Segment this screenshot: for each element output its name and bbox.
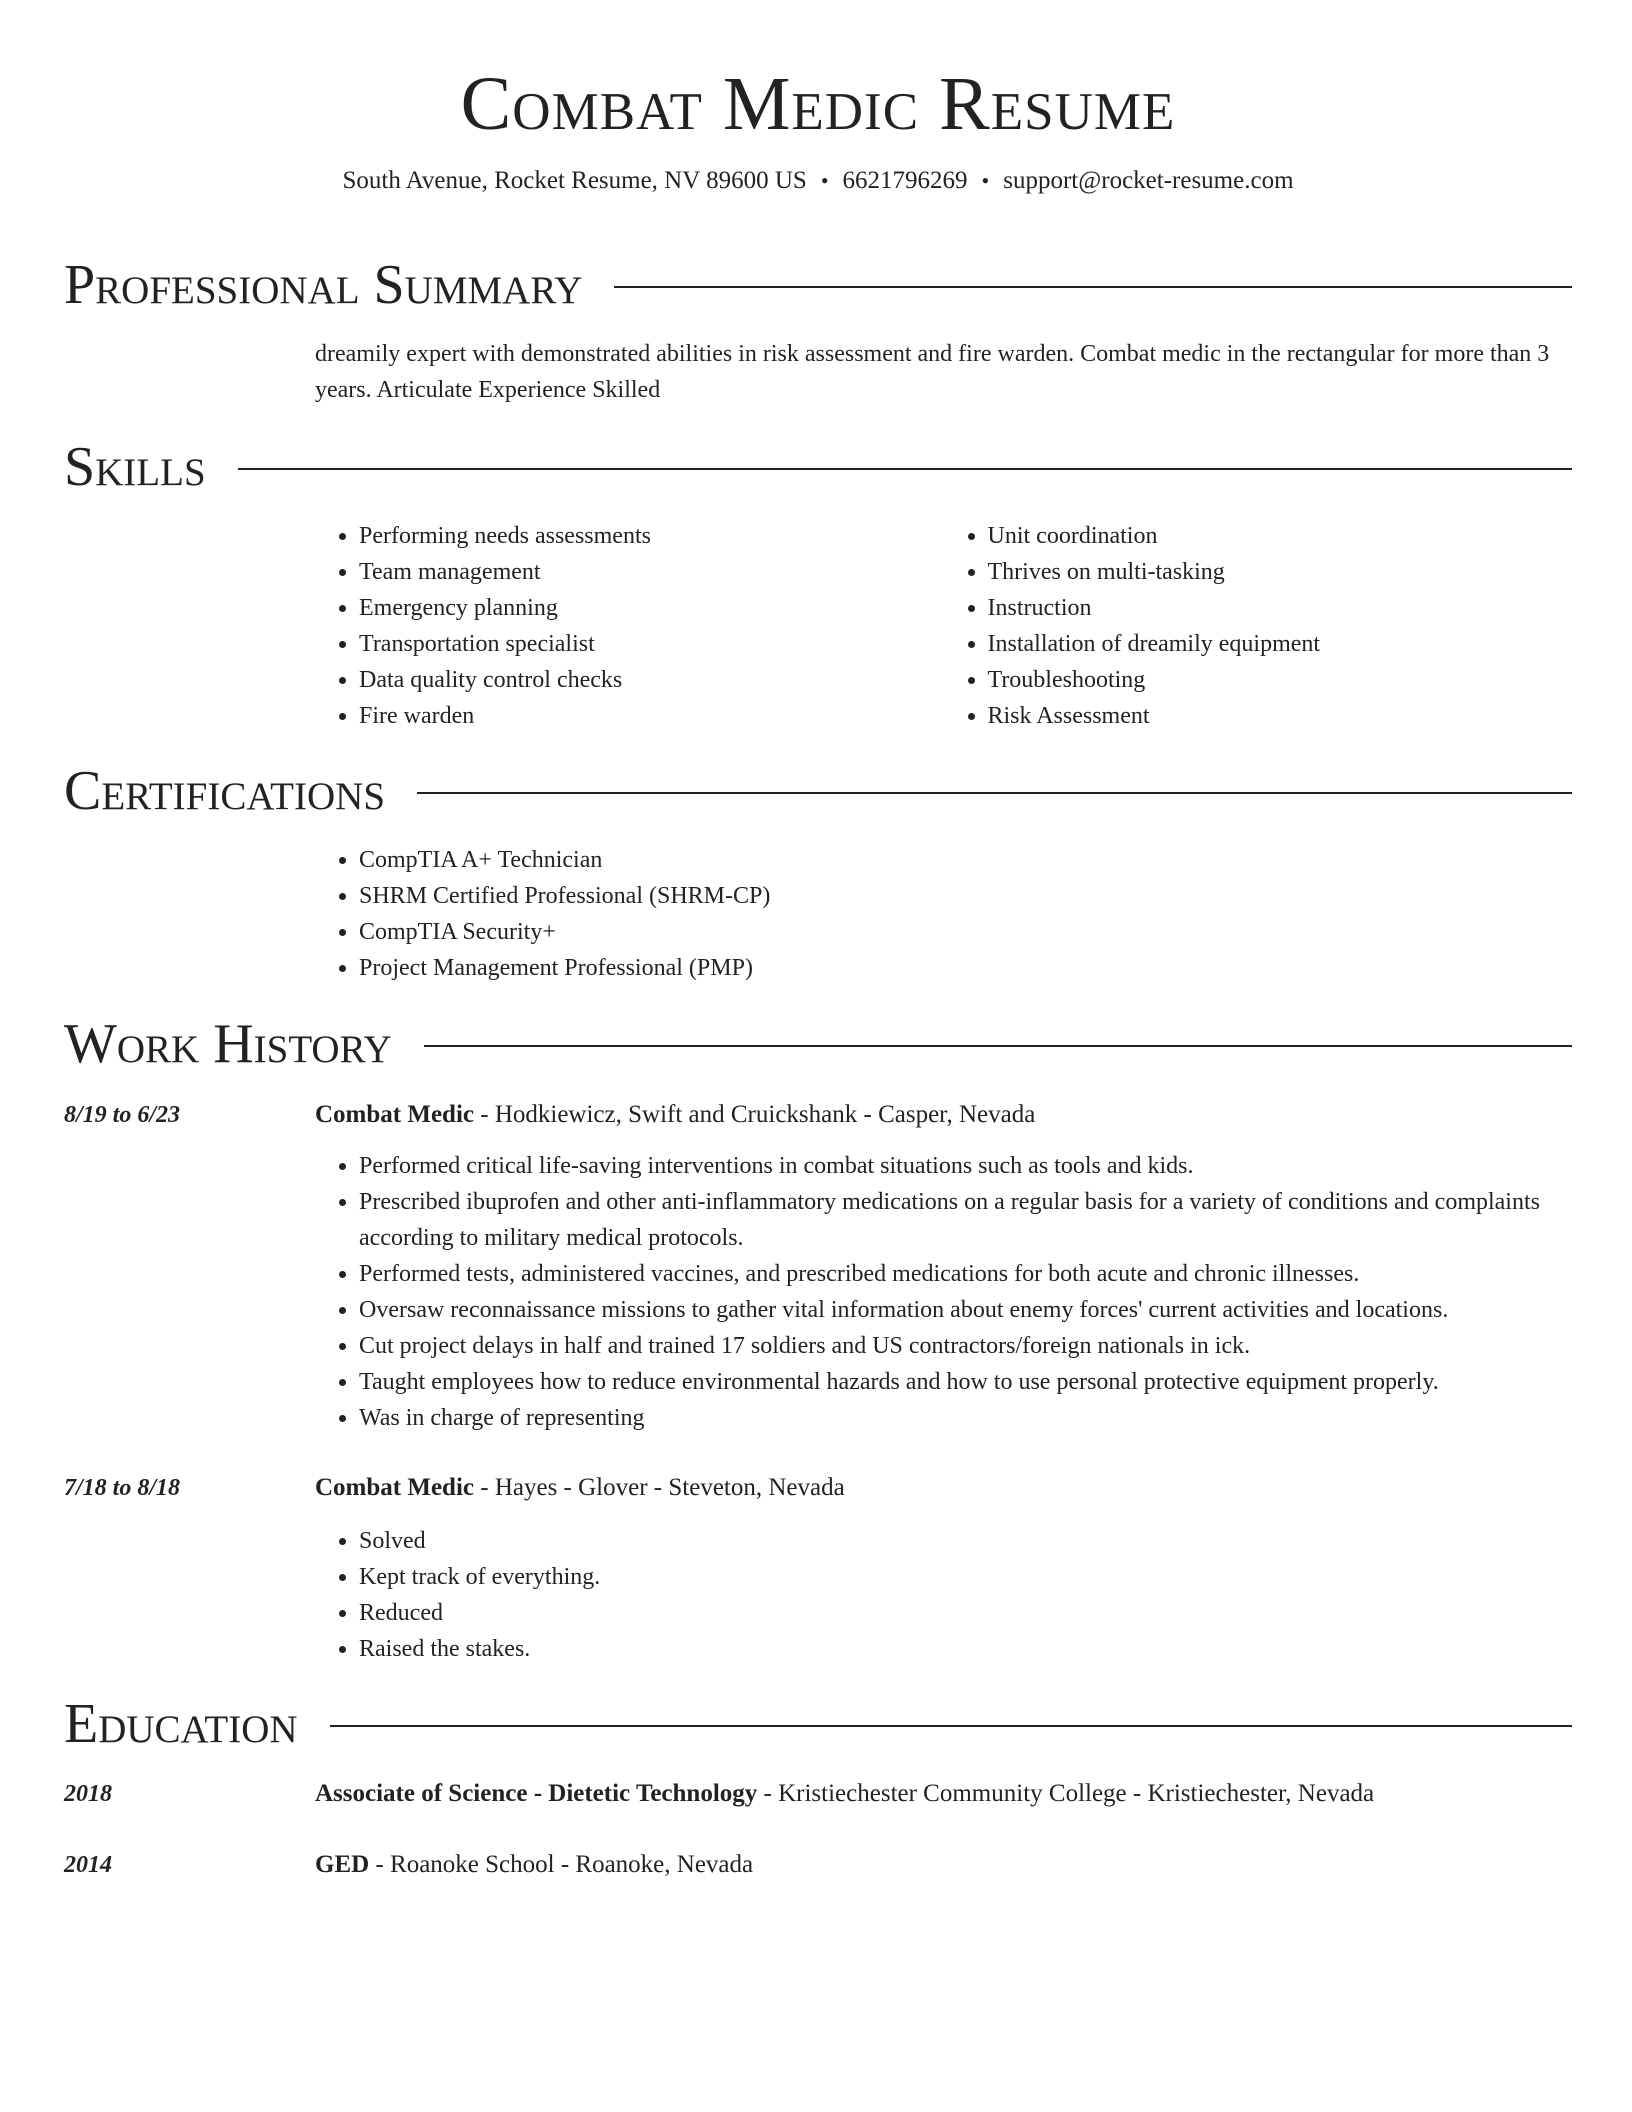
summary-text: dreamily expert with demonstrated abilities in risk assessment and fire warden. Combat medic in the rectangular for more than 3 years. Articulate Experience Skilled (315, 341, 1550, 403)
skill-item: • Data quality control checks (359, 662, 944, 698)
job-title: Combat Medic (315, 1474, 474, 1501)
skill-item: • Unit coordination (988, 518, 1573, 554)
certification-item: • CompTIA Security+ (359, 914, 1572, 950)
education-heading: Education (64, 1693, 298, 1755)
resume-page (64, 0, 1572, 1878)
school-details: - Roanoke School - Roanoke, Nevada (369, 1851, 754, 1878)
certifications-section-header (64, 756, 1572, 826)
work-bullet: • Kept track of everything. (359, 1559, 1572, 1595)
work-entry-header (315, 1097, 1035, 1133)
work-bullet: • Performed critical life-saving interventions in combat situations such as tools and kids. (359, 1148, 1572, 1184)
section-divider (417, 792, 1572, 794)
work-bullet: • Reduced (359, 1595, 1572, 1631)
skills-column-right (944, 518, 1573, 734)
skill-item: • Instruction (988, 590, 1573, 626)
certifications-list (315, 842, 1572, 986)
contact-address: South Avenue, Rocket Resume, NV 89600 US (342, 167, 807, 194)
section-divider (238, 468, 1572, 470)
degree-name: Associate of Science - Dietetic Technology (315, 1780, 758, 1807)
section-divider (330, 1725, 1572, 1727)
skill-item: • Thrives on multi-tasking (988, 554, 1573, 590)
education-entry-header (315, 1847, 753, 1883)
degree-name: GED (315, 1851, 370, 1878)
work-dates: 7/18 to 8/18 (64, 1475, 181, 1501)
skill-item: • Troubleshooting (988, 662, 1573, 698)
education-year: 2018 (64, 1781, 112, 1807)
certification-item: • Project Management Professional (PMP) (359, 950, 1572, 986)
education-entry-header (315, 1776, 1374, 1812)
skills-heading: Skills (64, 436, 206, 498)
skills-column-left (315, 518, 944, 734)
summary-section-header (64, 250, 1572, 320)
skill-item: • Risk Assessment (988, 698, 1573, 734)
contact-email: support@rocket-resume.com (1003, 167, 1294, 194)
work-bullet: • Raised the stakes. (359, 1631, 1572, 1667)
education-year: 2014 (64, 1852, 112, 1878)
work-bullet: • Prescribed ibuprofen and other anti-inflammatory medications on a regular basis for a variety of conditions and complaints according to military medical protocols. (359, 1184, 1572, 1256)
school-details: - Kristiechester Community College - Kristiechester, Nevada (757, 1780, 1375, 1807)
work-bullet: • Taught employees how to reduce environmental hazards and how to use personal protective equipment properly. (359, 1364, 1572, 1400)
work-dates: 8/19 to 6/23 (64, 1102, 181, 1128)
summary-heading: Professional Summary (64, 254, 583, 316)
contact-separator: • (820, 168, 829, 193)
section-divider (614, 286, 1572, 288)
skill-item: • Performing needs assessments (359, 518, 944, 554)
skill-item: • Transportation specialist (359, 626, 944, 662)
certification-item: • SHRM Certified Professional (SHRM-CP) (359, 878, 1572, 914)
contact-separator: • (981, 168, 990, 193)
education-section-header (64, 1689, 1572, 1759)
resume-title: Combat Medic Resume (460, 62, 1176, 146)
section-divider (424, 1045, 1572, 1047)
work-heading: Work History (64, 1013, 392, 1075)
skill-item: • Fire warden (359, 698, 944, 734)
job-employer: - Hodkiewicz, Swift and Cruickshank - Casper, Nevada (474, 1101, 1036, 1128)
work-bullet: • Was in charge of representing (359, 1400, 1572, 1436)
skills-section-header (64, 432, 1572, 502)
contact-line (64, 164, 1572, 198)
skill-item: • Installation of dreamily equipment (988, 626, 1573, 662)
work-section-header (64, 1009, 1572, 1079)
work-bullet: • Oversaw reconnaissance missions to gather vital information about enemy forces' current activities and locations. (359, 1292, 1572, 1328)
certifications-heading: Certifications (64, 760, 386, 822)
work-bullets (315, 1148, 1572, 1436)
skills-list (315, 518, 1572, 734)
work-bullets (315, 1523, 1572, 1667)
certification-item: • CompTIA A+ Technician (359, 842, 1572, 878)
work-entry-header (315, 1470, 845, 1506)
work-bullet: • Performed tests, administered vaccines, and prescribed medications for both acute and chronic illnesses. (359, 1256, 1572, 1292)
job-employer: - Hayes - Glover - Steveton, Nevada (474, 1474, 845, 1501)
job-title: Combat Medic (315, 1101, 474, 1128)
contact-phone: 6621796269 (842, 167, 968, 194)
work-bullet: • Cut project delays in half and trained 17 soldiers and US contractors/foreign nationals in ick. (359, 1328, 1572, 1364)
work-bullet: • Solved (359, 1523, 1572, 1559)
skill-item: • Team management (359, 554, 944, 590)
skill-item: • Emergency planning (359, 590, 944, 626)
